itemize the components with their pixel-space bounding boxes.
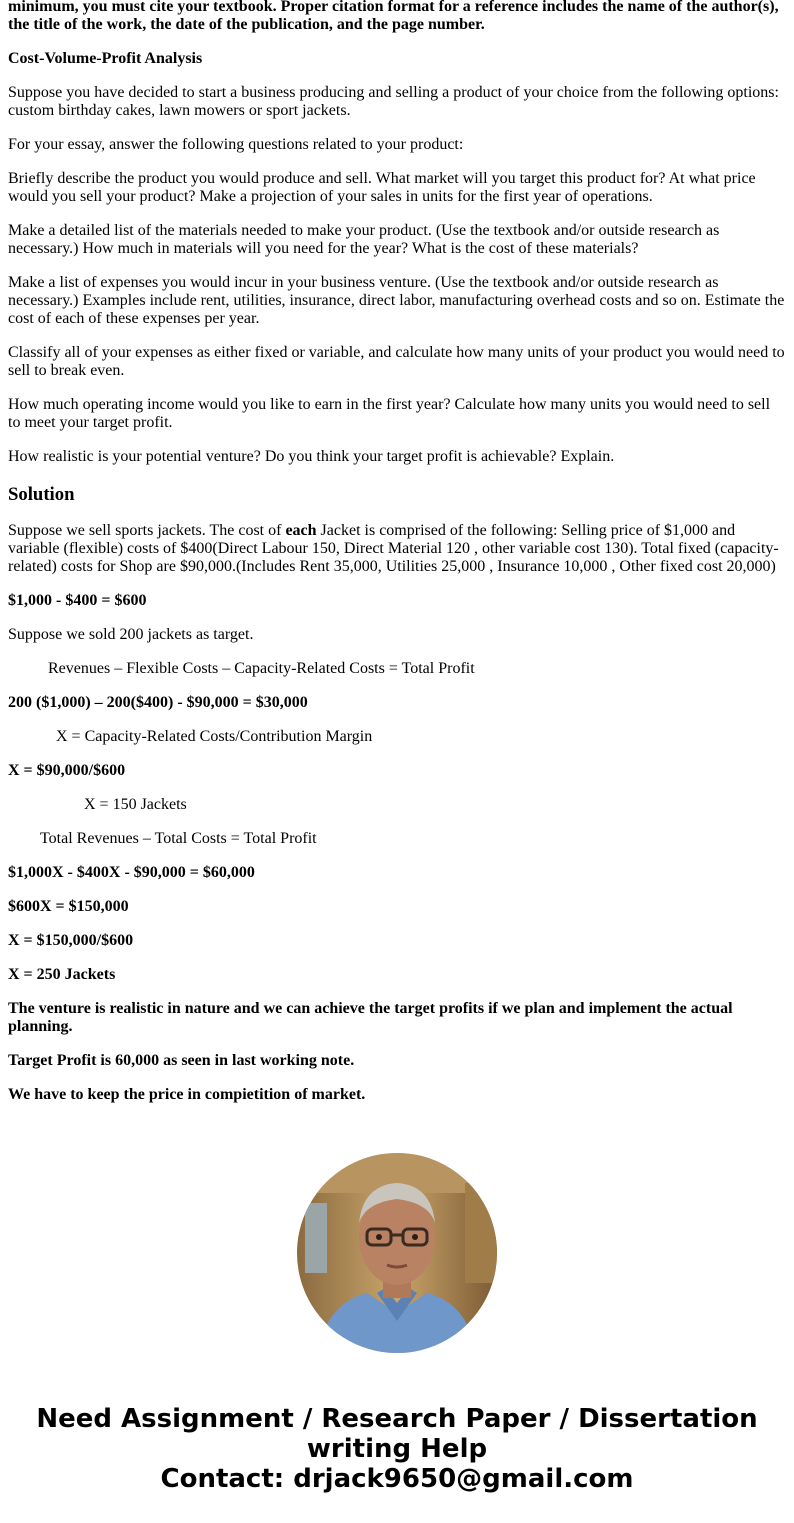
- question-paragraph-4: Make a detailed list of the materials needed to make your product. (Use the textbook and/or outside research as necessary.) How much in materials will you need for the year? What is the cost of these materials?: [8, 222, 720, 257]
- target-profit-step-1: $1,000X - $400X - $90,000 = $60,000: [8, 864, 255, 881]
- document-body: [8, 0, 786, 1120]
- author-photo: [297, 1153, 497, 1353]
- solution-heading: Solution: [8, 484, 75, 505]
- breakeven-result: X = 150 Jackets: [84, 796, 187, 813]
- promo-line-2: writing Help: [306, 1434, 488, 1464]
- question-paragraph-1: Suppose you have decided to start a business producing and selling a product of your choice from the following options: custom birthday cakes, lawn mowers or sport jackets.: [8, 84, 779, 119]
- question-paragraph-8: How realistic is your potential venture? Do you think your target profit is achievable? Explain.: [8, 448, 615, 465]
- conclusion-1: The venture is realistic in nature and we can achieve the target profits if we plan and implement the actual planning.: [8, 1000, 733, 1035]
- breakeven-formula: X = Capacity-Related Costs/Contribution Margin: [56, 728, 373, 745]
- citation-instructions: minimum, you must cite your textbook. Proper citation format for a reference includes the name of the author(s), the title of the work, the date of the publication, and the page number.: [8, 0, 779, 33]
- author-avatar: [297, 1153, 497, 1353]
- question-heading: Cost-Volume-Profit Analysis: [8, 50, 203, 67]
- question-paragraph-6: Classify all of your expenses as either fixed or variable, and calculate how many units of your product you would need to sell to break even.: [8, 344, 785, 379]
- question-paragraph-3: Briefly describe the product you would produce and sell. What market will you target this product for? At what price would you sell your product? Make a projection of your sales in units for the first year of operations.: [8, 170, 756, 205]
- promo-footer: [0, 1404, 794, 1494]
- target-profit-result: X = 250 Jackets: [8, 966, 116, 983]
- conclusion-2: Target Profit is 60,000 as seen in last working note.: [8, 1052, 355, 1069]
- conclusion-3: We have to keep the price in compietition of market.: [8, 1086, 366, 1103]
- solution-text-post: Jacket is comprised of the following: Selling price of $1,000 and variable (flexible) costs of $400(Direct Labour 150, Direct Material 120 , other variable cost 130). Total fixed (capacity-related) costs for Shop are $90,000.(Includes Rent 35,000, Utilities 25,000 , Insurance 10,000 , Other fixed cost 20,000): [8, 522, 779, 575]
- target-units-statement: Suppose we sold 200 jackets as target.: [8, 626, 254, 643]
- promo-contact: Contact: drjack9650@gmail.com: [160, 1464, 634, 1494]
- solution-text-bold: each: [285, 522, 317, 539]
- breakeven-calculation: X = $90,000/$600: [8, 762, 126, 779]
- profit-calculation: 200 ($1,000) – 200($400) - $90,000 = $30,000: [8, 694, 308, 711]
- promo-line-1: Need Assignment / Research Paper / Dissertation: [36, 1404, 758, 1434]
- profit-formula: Revenues – Flexible Costs – Capacity-Related Costs = Total Profit: [48, 660, 475, 677]
- question-paragraph-5: Make a list of expenses you would incur in your business venture. (Use the textbook and/or outside research as necessary.) Examples include rent, utilities, insurance, direct labor, manufacturing overhead costs and so on. Estimate the cost of each of these expenses per year.: [8, 274, 785, 327]
- question-paragraph-2: For your essay, answer the following questions related to your product:: [8, 136, 464, 153]
- solution-text-pre: Suppose we sell sports jackets. The cost of: [8, 522, 286, 539]
- solution-paragraph-1: [8, 522, 786, 576]
- target-profit-step-2: $600X = $150,000: [8, 898, 129, 915]
- target-profit-formula: Total Revenues – Total Costs = Total Profit: [40, 830, 317, 847]
- contribution-margin: $1,000 - $400 = $600: [8, 592, 147, 609]
- question-paragraph-7: How much operating income would you like to earn in the first year? Calculate how many units you would need to sell to meet your target profit.: [8, 396, 771, 431]
- target-profit-step-3: X = $150,000/$600: [8, 932, 134, 949]
